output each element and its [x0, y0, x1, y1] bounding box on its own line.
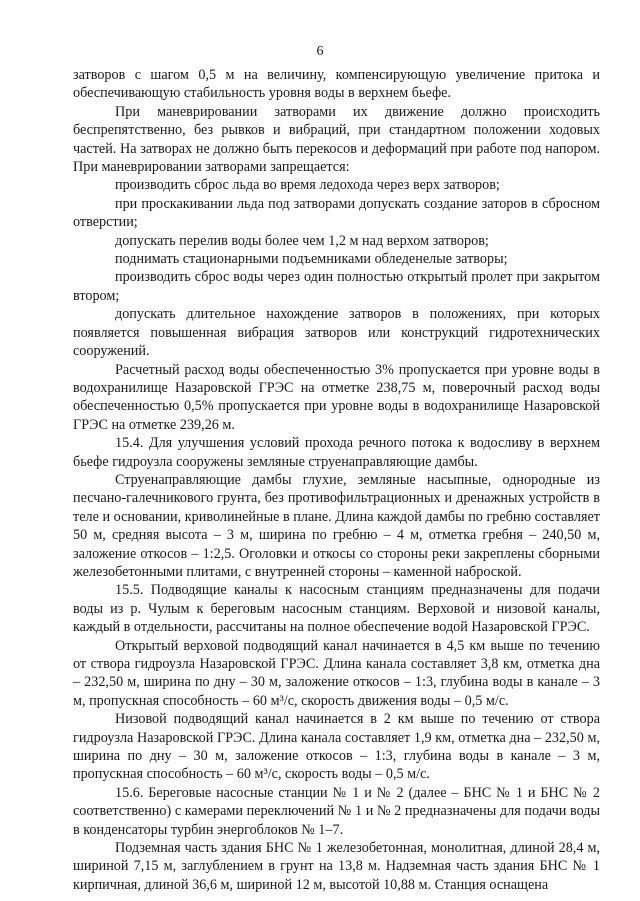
paragraph: Расчетный расход воды обеспеченностью 3% пропускается при уровне воды в водохранилище Назаровской ГРЭС на отметке 238,75 м, поверочный расход воды обеспеченностью 0,5% пропускается при уровне воды в водохранилище Назаровской ГРЭС на отметке 239,26 м.: [73, 361, 600, 433]
paragraph: 15.4. Для улучшения условий прохода речного потока к водосливу в верхнем бьефе гидроузла сооружены земляные струенаправляющие дамбы.: [73, 435, 600, 470]
paragraph: 15.5. Подводящие каналы к насосным станциям предназначены для подачи воды из р. Чулым к береговым насосным станциям. Верховой и низовой каналы, каждый в отдельности, рассчитаны на полное обеспечение водой Назаровской ГРЭС.: [73, 582, 600, 636]
paragraph: Подземная часть здания БНС № 1 железобетонная, монолитная, длиной 28,4 м, шириной 7,15 м, заглублением в грунт на 13,8 м. Надземная часть здания БНС № 1 кирпичная, длиной 36,6 м, шириной 12 м, высотой 10,88 м. Станция оснащена: [73, 840, 600, 893]
paragraph: 15.6. Береговые насосные станции № 1 и № 2 (далее – БНС № 1 и БНС № 2 соответственно) с камерами переключений № 1 и № 2 предназначены для подачи воды в конденсаторы турбин энергоблоков № 1–7.: [73, 784, 600, 838]
paragraph: допускать перелив воды более чем 1,2 м над верхом затворов;: [115, 232, 489, 249]
paragraph: При маневрировании затворами их движение должно происходить беспрепятственно, без рывков и вибраций, при стандартном положении ходовых частей. На затворах не должно быть перекосов и деформаций при работе под напором. При маневрировании затворами запрещается:: [73, 103, 600, 176]
paragraph: производить сброс воды через один полностью открытый пролет при закрытом втором;: [73, 269, 600, 304]
paragraph: производить сброс льда во время ледохода через верх затворов;: [115, 177, 500, 194]
paragraph: Открытый верховой подводящий канал начинается в 4,5 км выше по течению от створа гидроузла Назаровской ГРЭС. Длина канала составляет 3,8 км, отметка дна – 232,50 м, ширина по дну – 30 м, заложение откосов – 1:3, глубина воды в канале – 3 м, пропускная способность – 60 м³/с, скорость движения воды – 0,5 м/с.: [73, 637, 600, 709]
document-body: [73, 66, 600, 894]
paragraph: допускать длительное нахождение затворов в положениях, при которых появляется повышенная вибрация затворов или конструкций гидротехнических сооружений.: [73, 306, 600, 360]
paragraph: Низовой подводящий канал начинается в 2 км выше по течению от створа гидроузла Назаровской ГРЭС. Длина канала составляет 1,9 км, отметка дна – 232,50 м, ширина по дну – 30 м, заложение откосов – 1:3, глубина воды в канале – 3 м, пропускная способность – 60 м³/с, скорость воды – 0,5 м/с.: [73, 711, 600, 783]
paragraph: затворов с шагом 0,5 м на величину, компенсирующую увеличение притока и обеспечивающую стабильность уровня воды в верхнем бьефе.: [73, 67, 600, 102]
page-number: 6: [316, 44, 324, 59]
paragraph: поднимать стационарными подъемниками обледенелые затворы;: [115, 251, 508, 268]
paragraph: Струенаправляющие дамбы глухие, земляные насыпные, однородные из песчано-галечникового грунта, без противофильтрационных и дренажных устройств в теле и основании, криволинейные в плане. Длина каждой дамбы по гребню составляет 50 м, средняя высота – 3 м, ширина по гребню – 4 м, отметка гребня – 240,50 м, заложение откосов – 1:2,5. Оголовки и откосы со стороны реки закреплены сборными железобетонными плитами, с внутренней стороны – каменной наброской.: [73, 471, 600, 580]
paragraph: при проскакивании льда под затворами допускать создание заторов в сбросном отверстии;: [73, 195, 600, 231]
